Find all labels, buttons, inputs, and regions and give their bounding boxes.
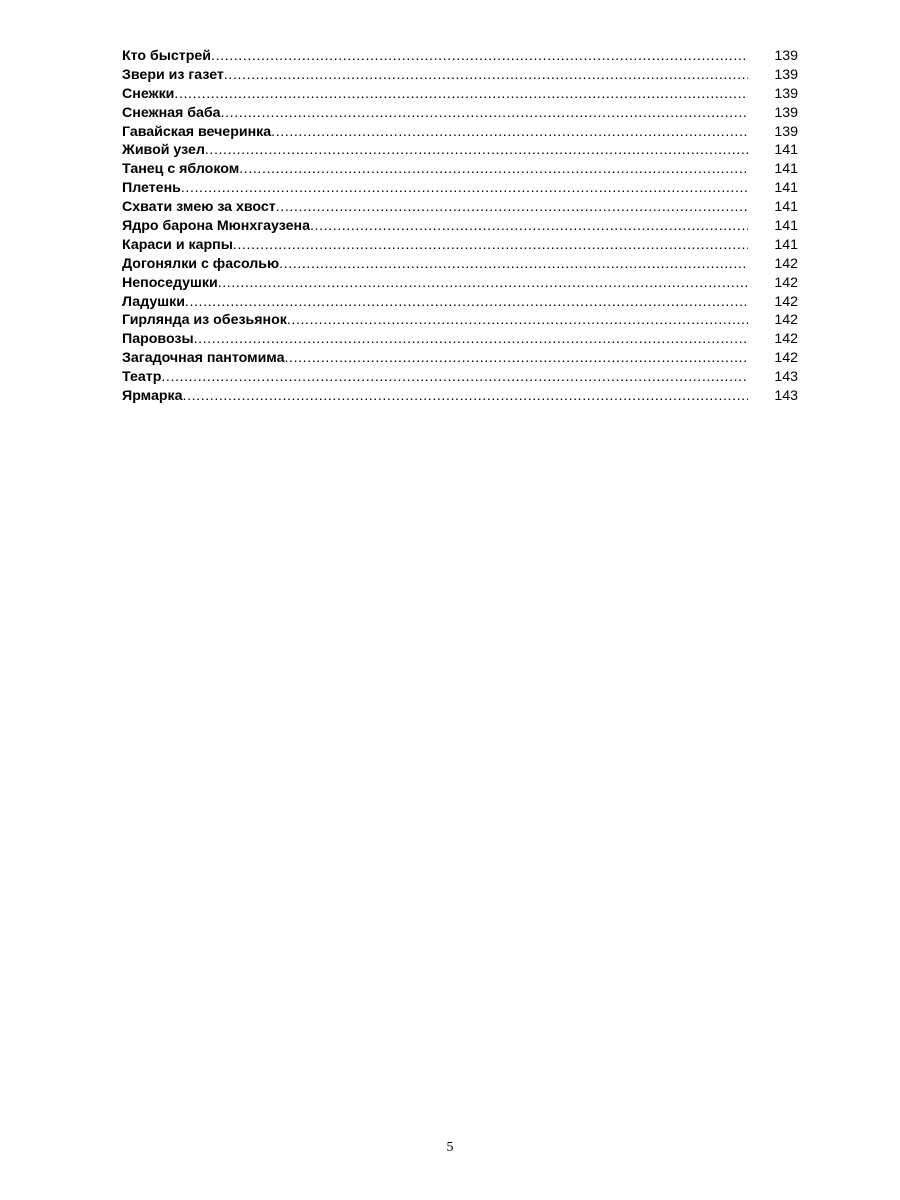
toc-entry[interactable] [122, 198, 798, 217]
toc-entry-title: Догонялки с фасолью [122, 255, 280, 272]
page-number: 5 [446, 1140, 454, 1155]
toc-entry[interactable] [122, 141, 798, 160]
toc-entry-title: Снежки [122, 85, 175, 102]
toc-entry-page: 142 [774, 312, 798, 329]
toc-entry-title: Живой узел [122, 142, 205, 159]
toc-dot-leader [183, 387, 748, 406]
toc-entry-page: 142 [774, 293, 798, 310]
toc-entry-page: 141 [774, 161, 798, 178]
toc-dot-leader [276, 198, 748, 217]
toc-entry[interactable] [122, 274, 798, 293]
toc-dot-leader [174, 85, 748, 104]
toc-entry-title: Ядро барона Мюнхгаузена [122, 218, 310, 235]
toc-entry[interactable] [122, 179, 798, 198]
toc-entry-page: 141 [774, 142, 798, 159]
toc-entry-title: Гавайская вечеринка [122, 123, 272, 140]
toc-entry-page: 139 [774, 48, 798, 64]
toc-entry-title: Гирлянда из обезьянок [122, 312, 287, 329]
toc-dot-leader [161, 368, 748, 387]
toc-entry-page: 139 [774, 123, 798, 140]
toc-dot-leader [233, 236, 748, 255]
toc-entry-page: 142 [774, 331, 798, 348]
toc-entry-title: Ладушки [122, 293, 185, 310]
toc-entry-title: Танец с яблоком [122, 161, 240, 178]
toc-dot-leader [224, 66, 748, 85]
toc-entry-page: 142 [774, 350, 798, 367]
toc-entry[interactable] [122, 66, 798, 85]
toc-entry-title: Плетень [122, 180, 181, 197]
toc-dot-leader [185, 293, 748, 312]
toc-dot-leader [218, 274, 748, 293]
toc-entry[interactable] [122, 47, 798, 66]
toc-entry-title: Схвати змею за хвост [122, 199, 276, 216]
toc-entry-title: Снежная баба [122, 104, 221, 121]
toc-dot-leader [194, 330, 748, 349]
toc-dot-leader [310, 217, 748, 236]
toc-entry[interactable] [122, 387, 798, 406]
toc-entry[interactable] [122, 123, 798, 142]
table-of-contents [122, 47, 798, 406]
toc-entry-page: 139 [774, 85, 798, 102]
toc-entry-page: 141 [774, 180, 798, 197]
toc-entry[interactable] [122, 330, 798, 349]
toc-entry-page: 143 [774, 369, 798, 386]
toc-entry-page: 139 [774, 66, 798, 83]
toc-entry[interactable] [122, 311, 798, 330]
toc-entry[interactable] [122, 104, 798, 123]
toc-entry[interactable] [122, 85, 798, 104]
toc-entry-title: Загадочная пантомима [122, 350, 285, 367]
toc-entry-page: 139 [774, 104, 798, 121]
toc-entry[interactable] [122, 349, 798, 368]
toc-dot-leader [239, 160, 748, 179]
toc-entry-page: 142 [774, 274, 798, 291]
toc-entry-title: Непоседушки [122, 274, 218, 291]
toc-dot-leader [211, 47, 748, 66]
toc-dot-leader [271, 123, 748, 142]
toc-entry-page: 141 [774, 199, 798, 216]
toc-entry-page: 142 [774, 255, 798, 272]
toc-entry-title: Звери из газет [122, 66, 224, 83]
toc-dot-leader [279, 255, 748, 274]
toc-entry[interactable] [122, 368, 798, 387]
toc-entry[interactable] [122, 293, 798, 312]
toc-entry-page: 143 [774, 388, 798, 405]
toc-dot-leader [181, 179, 748, 198]
toc-entry[interactable] [122, 160, 798, 179]
toc-dot-leader [287, 311, 748, 330]
toc-entry-title: Кто быстрей [122, 48, 212, 64]
toc-entry-title: Паровозы [122, 331, 194, 348]
toc-entry-page: 141 [774, 218, 798, 235]
toc-dot-leader [205, 141, 748, 160]
toc-entry-title: Ярмарка [122, 388, 183, 405]
toc-entry-title: Караси и карпы [122, 236, 233, 253]
toc-entry[interactable] [122, 217, 798, 236]
toc-entry[interactable] [122, 255, 798, 274]
toc-entry[interactable] [122, 236, 798, 255]
toc-dot-leader [221, 104, 748, 123]
toc-entry-page: 141 [774, 236, 798, 253]
toc-entry-title: Театр [122, 369, 162, 386]
toc-dot-leader [285, 349, 749, 368]
